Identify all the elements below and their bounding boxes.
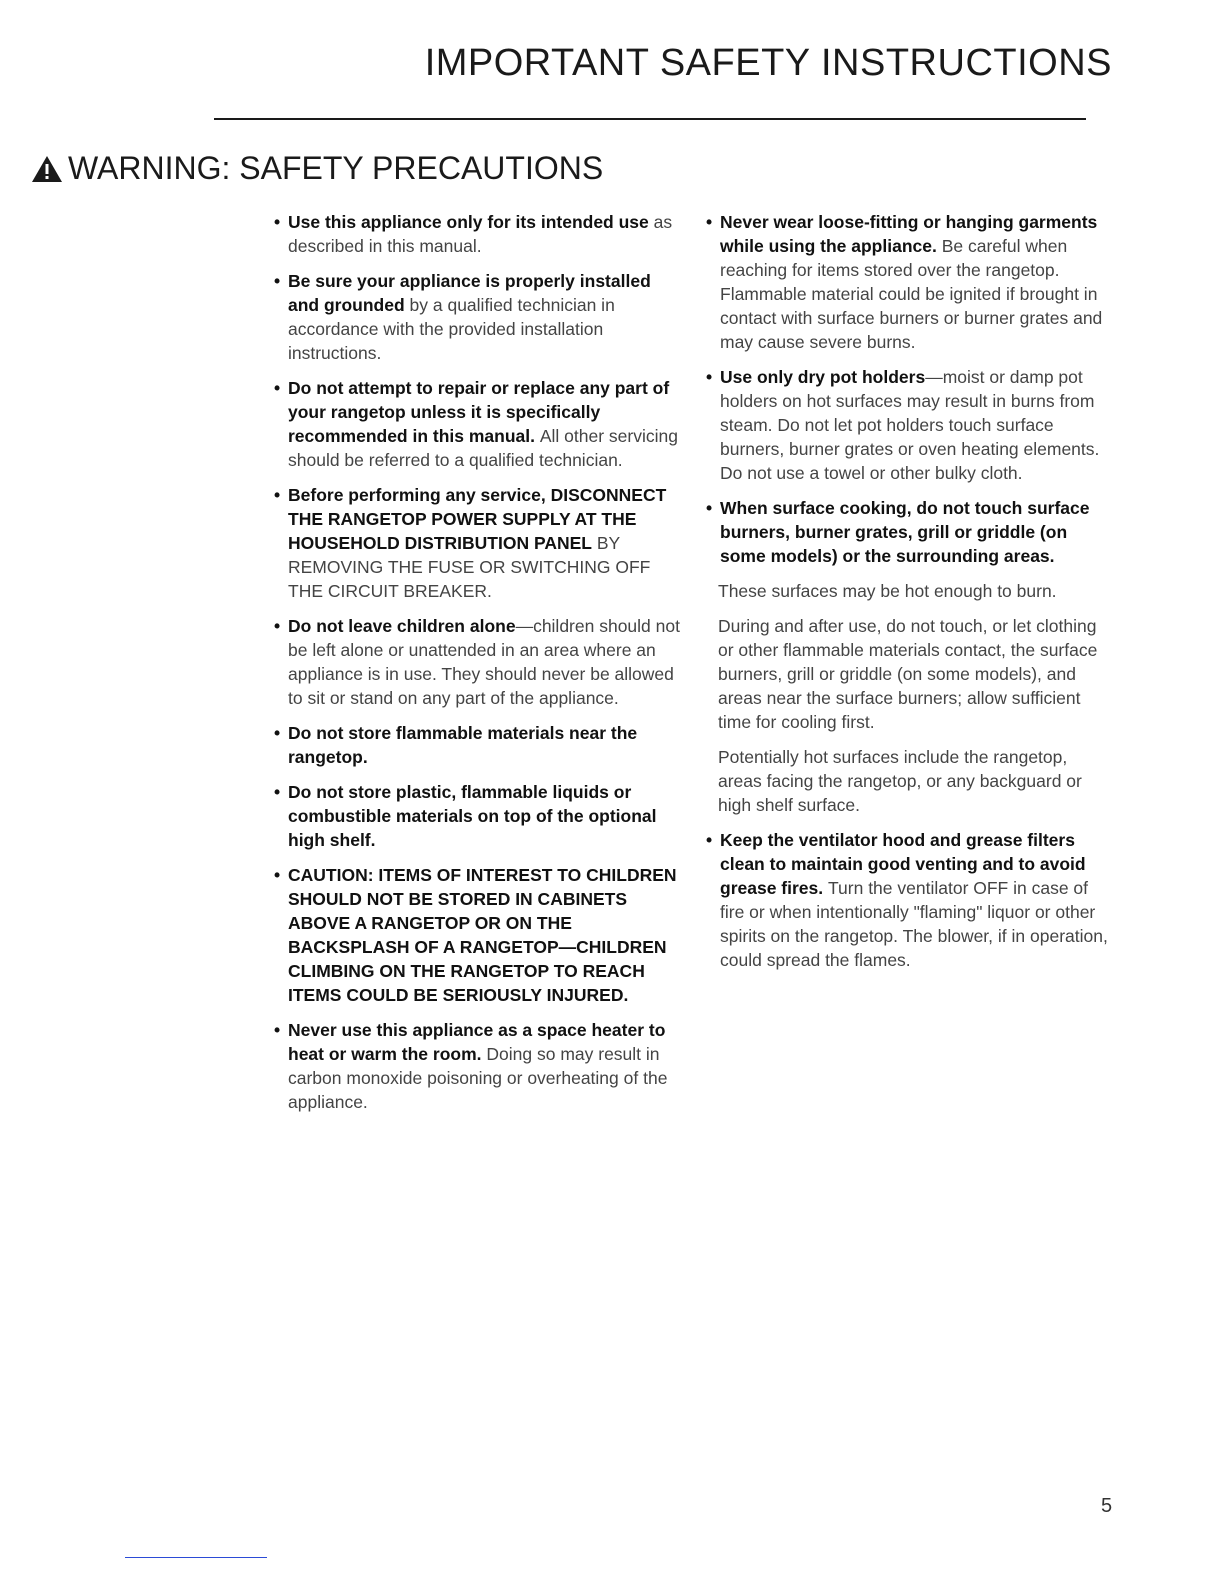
item-bold-text: Be sure your appliance is properly installed and grounded	[288, 271, 651, 315]
header-divider	[214, 118, 1086, 120]
item-bold-text: Use only dry pot holders	[720, 367, 926, 387]
item-text: Turn the ventilator OFF in case of fire or when intentionally "flaming" liquor or other spirits on the rangetop. The blower, if in operation, could spread the flames.	[720, 878, 1108, 970]
list-item	[706, 365, 1111, 485]
section-heading	[30, 150, 603, 187]
bullet: •	[274, 723, 281, 743]
bullet: •	[274, 616, 281, 636]
list-item	[274, 863, 682, 1007]
item-bold-text: CAUTION: ITEMS OF INTEREST TO CHILDREN SHOULD NOT BE STORED IN CABINETS ABOVE A RANGETOP OR ON THE BACKSPLASH OF A RANGETOP—CHILDREN CLIMBING ON THE RANGETOP TO REACH ITEMS COULD BE SERIOUSLY INJURED.	[288, 865, 677, 1005]
section-title-text: WARNING: SAFETY PRECAUTIONS	[68, 150, 604, 186]
list-item	[706, 496, 1111, 568]
item-bold-text: Use this appliance only for its intended use	[288, 212, 649, 232]
item-text: —children should not be left alone or unattended in an area where an appliance is in use. They should never be allowed to sit or stand on any part of the appliance.	[288, 616, 680, 708]
paragraph: During and after use, do not touch, or let clothing or other flammable materials contact, the surface burners, grill or griddle (on some models), and areas near the surface burners; allow sufficient time for cooling first.	[718, 616, 1098, 732]
bullet: •	[274, 271, 281, 291]
item-bold-text: Do not store plastic, flammable liquids or combustible materials on top of the optional high shelf.	[288, 782, 657, 850]
list-item	[274, 780, 682, 852]
bullet: •	[706, 212, 713, 232]
item-text: by a qualified technician in accordance with the provided installation instructions.	[288, 295, 615, 363]
bullet: •	[706, 367, 713, 387]
left-column	[274, 210, 682, 1125]
item-bold-text: Do not attempt to repair or replace any part of your rangetop unless it is specifically recommended in this manual.	[288, 378, 670, 446]
list-item	[274, 210, 682, 258]
list-item	[274, 376, 682, 472]
bullet: •	[274, 485, 281, 505]
bullet: •	[274, 212, 281, 232]
bullet: •	[706, 830, 713, 850]
paragraph: Potentially hot surfaces include the rangetop, areas facing the rangetop, or any backguard or high shelf surface.	[718, 747, 1082, 815]
item-bold-text: Keep the ventilator hood and grease filters clean to maintain good venting and to avoid grease fires.	[720, 830, 1086, 898]
footer-link-underline	[125, 1557, 267, 1558]
bullet: •	[706, 498, 713, 518]
bullet: •	[274, 1020, 281, 1040]
right-column	[706, 210, 1111, 983]
list-item	[274, 1018, 682, 1114]
item-text: BY REMOVING THE FUSE OR SWITCHING OFF THE CIRCUIT BREAKER.	[288, 533, 651, 601]
list-item	[274, 614, 682, 710]
warning-triangle-icon	[30, 154, 64, 184]
item-bold-text: Do not leave children alone	[288, 616, 516, 636]
item-bold-text: Never wear loose-fitting or hanging garments while using the appliance.	[720, 212, 1098, 256]
bullet: •	[274, 865, 281, 885]
page-title: IMPORTANT SAFETY INSTRUCTIONS	[424, 42, 1112, 84]
list-item	[274, 483, 682, 603]
paragraph: These surfaces may be hot enough to burn.	[718, 581, 1057, 601]
list-item	[274, 269, 682, 365]
item-text: as described in this manual.	[288, 212, 673, 256]
item-text: Be careful when reaching for items stored over the rangetop. Flammable material could be ignited if brought in contact with surface burners or burner grates and may cause severe burns.	[720, 236, 1103, 352]
item-text: —moist or damp pot holders on hot surfaces may result in burns from steam. Do not let pot holders touch surface burners, burner grates or oven heating elements. Do not use a towel or other bulky cloth.	[720, 367, 1100, 483]
list-item	[274, 721, 682, 769]
list-item	[706, 210, 1111, 354]
item-bold-text: Before performing any service, DISCONNECT THE RANGETOP POWER SUPPLY AT THE HOUSEHOLD DISTRIBUTION PANEL	[288, 485, 667, 553]
item-bold-text: When surface cooking, do not touch surface burners, burner grates, grill or griddle (on some models) or the surrounding areas.	[720, 498, 1090, 566]
bullet: •	[274, 782, 281, 802]
item-bold-text: Never use this appliance as a space heater to heat or warm the room.	[288, 1020, 666, 1064]
item-text: Doing so may result in carbon monoxide poisoning or overheating of the appliance.	[288, 1044, 668, 1112]
list-item	[706, 828, 1111, 972]
page-number: 5	[1101, 1495, 1113, 1517]
bullet: •	[274, 378, 281, 398]
item-bold-text: Do not store flammable materials near the rangetop.	[288, 723, 638, 767]
item-text: All other servicing should be referred to a qualified technician.	[288, 426, 678, 470]
